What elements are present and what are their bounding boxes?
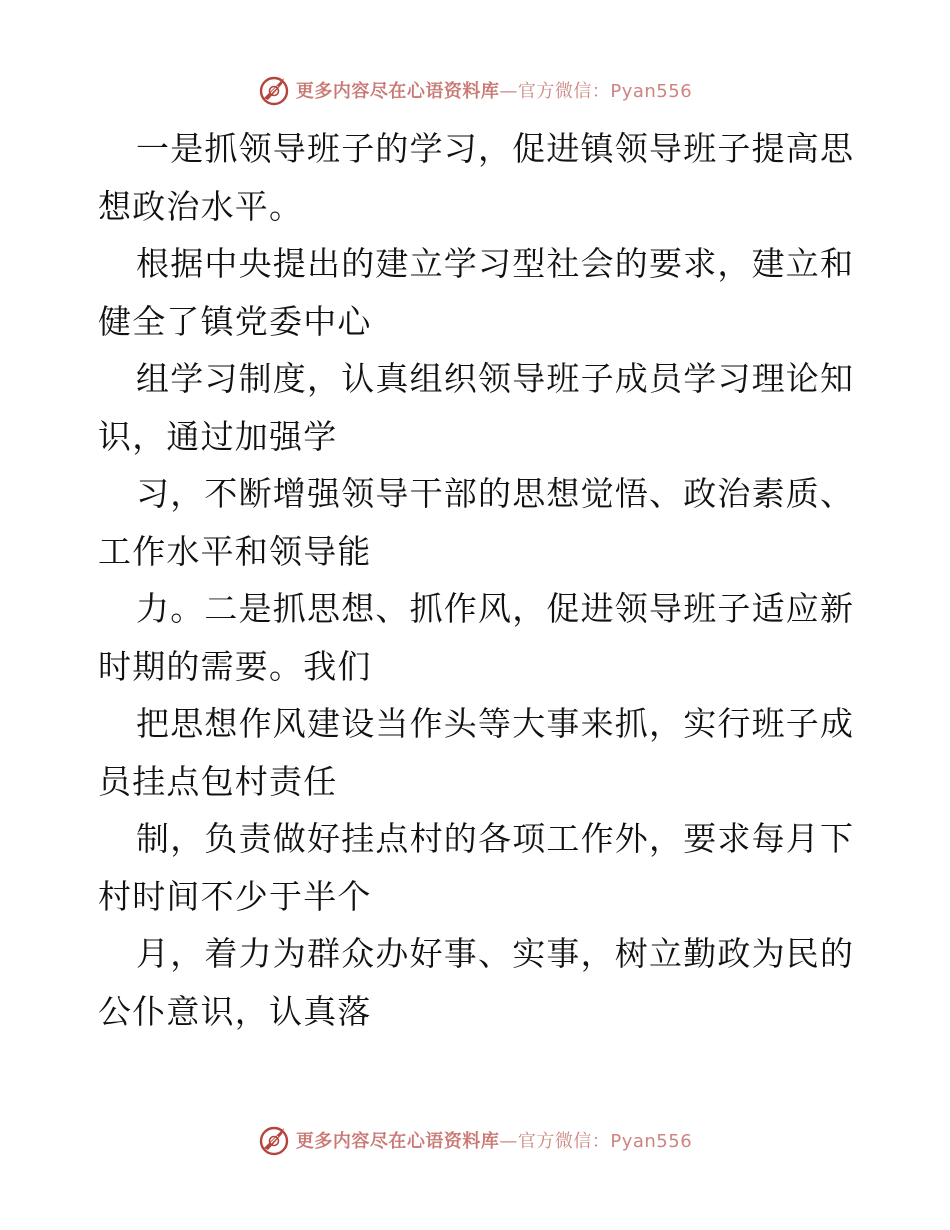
paragraph-1 (98, 120, 858, 235)
paragraph-4 (98, 465, 858, 580)
paragraph-7 (98, 810, 858, 925)
line: 识，通过加强学 (98, 416, 338, 456)
line: 力。二是抓思想、抓作风，促进领导班子适应新 (136, 589, 855, 628)
document-body (98, 120, 858, 1040)
line: 习，不断增强领导干部的思想觉悟、政治素质、 (136, 474, 855, 513)
paragraph-3 (98, 350, 858, 465)
line: 把思想作风建设当作头等大事来抓，实行班子成 (136, 704, 855, 743)
paragraph-6 (98, 695, 858, 810)
footer-banner (0, 1122, 950, 1158)
banner-brand: 更多内容尽在心语资料库 (295, 1131, 500, 1152)
banner-wechat: —官方微信：Pyan556 (499, 81, 693, 102)
line: 时期的需要。我们 (98, 646, 372, 686)
line: 健全了镇党委中心 (98, 301, 372, 341)
line: 一是抓领导班子的学习，促进镇领导班子提高思 (136, 129, 855, 168)
line: 制，负责做好挂点村的各项工作外，要求每月下 (136, 819, 855, 858)
line: 公仆意识，认真落 (98, 991, 372, 1031)
quill-pen-circle-icon (258, 1124, 290, 1156)
line: 月，着力为群众办好事、实事，树立勤政为民的 (136, 934, 855, 973)
banner-text (296, 1127, 692, 1153)
quill-pen-circle-icon (258, 74, 290, 106)
banner-text (296, 77, 692, 103)
line: 根据中央提出的建立学习型社会的要求，建立和 (136, 244, 855, 283)
banner-brand: 更多内容尽在心语资料库 (295, 81, 500, 102)
banner-wechat: —官方微信：Pyan556 (499, 1131, 693, 1152)
paragraph-5 (98, 580, 858, 695)
paragraph-2 (98, 235, 858, 350)
paragraph-8 (98, 925, 858, 1040)
line: 想政治水平。 (98, 186, 304, 226)
line: 工作水平和领导能 (98, 531, 372, 571)
header-banner (0, 72, 950, 108)
line: 员挂点包村责任 (98, 761, 338, 801)
line: 村时间不少于半个 (98, 876, 372, 916)
line: 组学习制度，认真组织领导班子成员学习理论知 (136, 359, 855, 398)
